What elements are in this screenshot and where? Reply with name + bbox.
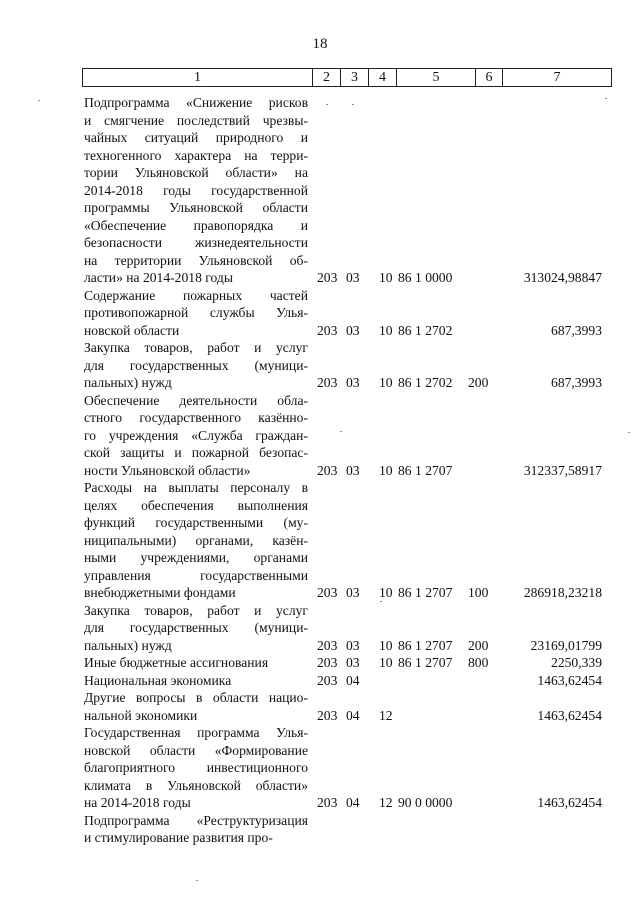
code-razdel-cell: 03: [346, 462, 360, 478]
description-line: Иные бюджетные ассигнования: [84, 655, 269, 670]
scan-speck: [38, 100, 40, 101]
description-line: для государственных (муници-: [84, 620, 308, 635]
description-line: программы Ульяновской области: [84, 200, 308, 215]
row-description: [84, 94, 308, 287]
scan-speck: [628, 432, 630, 433]
description-line: целях обеспечения выполнения: [84, 497, 308, 513]
code-podrazdel-cell: 10: [379, 375, 393, 390]
code-glava-cell: 203: [317, 672, 338, 688]
table-row: [0, 287, 640, 340]
code-podrazdel-cell: 12: [379, 707, 393, 723]
table-row: [0, 812, 640, 847]
code-razdel-cell: 04: [346, 795, 360, 810]
description-line: Обеспечение деятельности обла-: [84, 392, 308, 408]
table-row: [0, 654, 640, 672]
description-line: пальных) нужд: [84, 375, 172, 390]
code-glava-cell: 203: [317, 637, 338, 653]
scan-speck: [196, 880, 198, 881]
table-row: [0, 672, 640, 690]
code-glava-cell: 203: [317, 795, 338, 810]
description-line: на 2014-2018 годы: [84, 795, 191, 810]
code-podrazdel-cell: 10: [379, 585, 393, 600]
description-line: чайных ситуаций природного и: [84, 130, 308, 145]
amount-cell: 1463,62454: [537, 707, 602, 723]
code-glava-cell: 203: [317, 462, 338, 478]
code-razdel-cell: 03: [346, 322, 360, 338]
description-line: ниципальными) органами, казён-: [84, 532, 308, 548]
table-row: [0, 724, 640, 812]
amount-cell: 687,3993: [551, 322, 602, 338]
code-target-cell: 90 0 0000: [398, 795, 453, 810]
header-cell: 4: [369, 69, 397, 86]
scan-speck: [605, 98, 607, 99]
description-line: Расходы на выплаты персоналу в: [84, 480, 308, 495]
description-line: ласти» на 2014-2018 годы: [84, 270, 233, 285]
amount-cell: 2250,339: [551, 655, 602, 670]
amount-cell: 1463,62454: [537, 795, 602, 810]
row-description: [84, 339, 308, 392]
description-line: ными учреждениями, органами: [84, 550, 308, 565]
row-description: [84, 812, 308, 847]
row-description: [84, 689, 308, 724]
row-description: [84, 602, 308, 655]
code-target-cell: 86 1 2702: [398, 375, 453, 390]
header-cell: 7: [553, 70, 561, 85]
description-line: техногенного характера на терри-: [84, 147, 308, 163]
table-row: [0, 392, 640, 480]
description-line: ности Ульяновской области»: [84, 462, 251, 478]
code-razdel-cell: 03: [346, 375, 360, 390]
description-line: го учреждения «Служба граждан-: [84, 427, 308, 443]
description-line: безопасности жизнедеятельности: [84, 235, 308, 250]
description-line: 2014-2018 годы государственной: [84, 182, 308, 198]
description-line: Подпрограмма «Снижение рисков: [84, 95, 308, 110]
description-line: Другие вопросы в области нацио-: [84, 690, 308, 705]
table-row: [0, 689, 640, 724]
scan-speck: [340, 431, 342, 432]
code-glava-cell: 203: [317, 270, 338, 285]
code-glava-cell: 203: [317, 707, 338, 723]
code-razdel-cell: 03: [346, 637, 360, 653]
table-row: [0, 602, 640, 655]
description-line: ской защиты и пожарной безопас-: [84, 445, 308, 460]
description-line: управления государственными: [84, 567, 308, 583]
header-cell: 5: [397, 69, 476, 86]
code-target-cell: 86 1 2707: [398, 585, 453, 600]
row-description: [84, 479, 308, 602]
row-description: [84, 287, 308, 340]
code-podrazdel-cell: 10: [379, 655, 393, 670]
description-line: Закупка товаров, работ и услуг: [84, 340, 308, 355]
code-target-cell: 86 1 2702: [398, 322, 453, 338]
code-razdel-cell: 03: [346, 585, 360, 600]
amount-cell: 23169,01799: [530, 637, 602, 653]
code-glava-cell: 203: [317, 375, 338, 390]
code-podrazdel-cell: 12: [379, 795, 393, 810]
table-row: [0, 94, 640, 287]
header-cell: 1: [83, 69, 313, 86]
code-razdel-cell: 04: [346, 672, 360, 688]
code-razdel-cell: 03: [346, 270, 360, 285]
description-line: на территории Ульяновской об-: [84, 252, 308, 268]
table-row: [0, 339, 640, 392]
page-number: 18: [312, 36, 328, 52]
code-target-cell: 86 1 0000: [398, 270, 453, 285]
row-description: [84, 654, 308, 672]
code-vid-cell: 100: [468, 585, 489, 600]
description-line: Национальная экономика: [84, 672, 232, 688]
description-line: противопожарной службы Улья-: [84, 305, 308, 320]
description-line: нальной экономики: [84, 707, 198, 723]
code-podrazdel-cell: 10: [379, 270, 393, 285]
description-line: новской области: [84, 322, 180, 338]
description-line: и смягчение последствий чрезвы-: [84, 112, 308, 128]
table-header: [82, 68, 612, 87]
code-target-cell: 86 1 2707: [398, 655, 453, 670]
code-razdel-cell: 04: [346, 707, 360, 723]
description-line: «Обеспечение правопорядка и: [84, 217, 308, 233]
header-cell: 3: [341, 69, 369, 86]
code-podrazdel-cell: 10: [379, 322, 393, 338]
code-target-cell: 86 1 2707: [398, 637, 453, 653]
header-cell: 2: [313, 69, 341, 86]
scan-speck: [326, 104, 328, 105]
row-description: [84, 672, 308, 690]
amount-cell: 1463,62454: [537, 672, 602, 688]
table-row: [0, 479, 640, 602]
description-line: для государственных (муници-: [84, 357, 308, 373]
description-line: и стимулирование развития про-: [84, 830, 273, 845]
header-cell: 6: [476, 69, 503, 86]
description-line: стного государственного казённо-: [84, 410, 308, 425]
description-line: благоприятного инвестиционного: [84, 760, 308, 775]
amount-cell: 687,3993: [551, 375, 602, 390]
code-glava-cell: 203: [317, 585, 338, 600]
code-vid-cell: 200: [468, 637, 489, 653]
description-line: тории Ульяновской области» на: [84, 165, 308, 180]
row-description: [84, 392, 308, 480]
description-line: новской области «Формирование: [84, 742, 308, 758]
description-line: функций государственными (му-: [84, 515, 308, 530]
amount-cell: 312337,58917: [523, 462, 602, 478]
code-podrazdel-cell: 10: [379, 637, 393, 653]
description-line: климата в Ульяновской области»: [84, 777, 308, 793]
description-line: Закупка товаров, работ и услуг: [84, 602, 308, 618]
amount-cell: 286918,23218: [523, 585, 602, 600]
description-line: внебюджетными фондами: [84, 585, 236, 600]
code-glava-cell: 203: [317, 322, 338, 338]
row-description: [84, 724, 308, 812]
scan-speck: [352, 104, 354, 105]
description-line: пальных) нужд: [84, 637, 172, 653]
code-podrazdel-cell: 10: [379, 462, 393, 478]
code-target-cell: 86 1 2707: [398, 462, 453, 478]
scan-speck: [380, 601, 382, 602]
description-line: Государственная программа Улья-: [84, 725, 308, 740]
amount-cell: 313024,98847: [523, 270, 602, 285]
description-line: Подпрограмма «Реструктуризация: [84, 812, 308, 828]
description-line: Содержание пожарных частей: [84, 287, 308, 303]
code-vid-cell: 800: [468, 655, 489, 670]
code-glava-cell: 203: [317, 655, 338, 670]
code-razdel-cell: 03: [346, 655, 360, 670]
code-vid-cell: 200: [468, 375, 489, 390]
